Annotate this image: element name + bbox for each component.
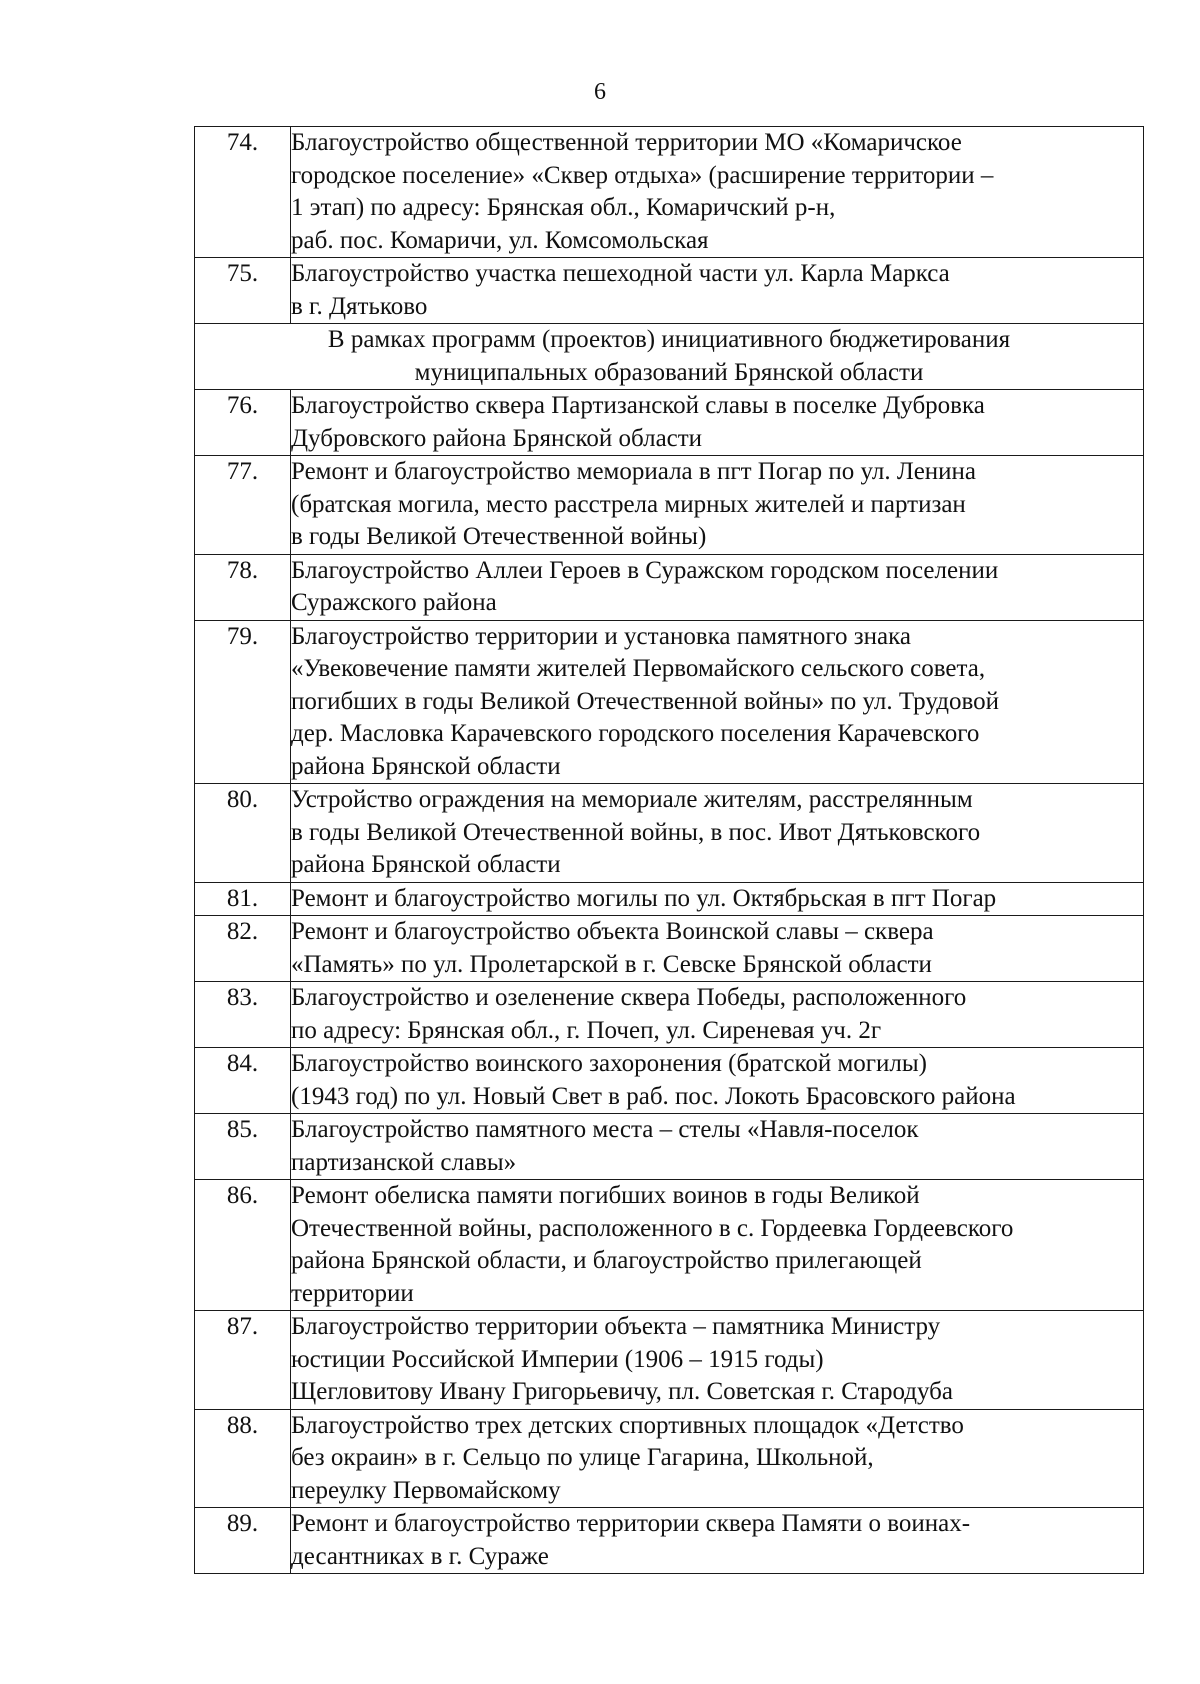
item-description-line: «Увековечение памяти жителей Первомайского сельского совета, bbox=[291, 655, 986, 682]
item-number: 85. bbox=[195, 1114, 291, 1180]
item-number: 82. bbox=[195, 916, 291, 982]
item-description bbox=[291, 258, 1144, 324]
item-description-line: городское поселение» «Сквер отдыха» (расширение территории – bbox=[291, 161, 994, 189]
item-description-line: раб. пос. Комаричи, ул. Комсомольская bbox=[291, 226, 709, 254]
table-row bbox=[195, 456, 1144, 555]
item-number: 88. bbox=[195, 1409, 291, 1508]
item-description bbox=[291, 620, 1144, 784]
table-row bbox=[195, 127, 1144, 258]
section-heading bbox=[195, 324, 1144, 390]
item-description-line: Суражского района bbox=[291, 589, 497, 616]
item-description bbox=[291, 456, 1144, 555]
item-description-line: Благоустройство территории и установка памятного знака bbox=[291, 622, 911, 650]
item-description-line: Ремонт и благоустройство могилы по ул. Октябрьская в пгт Погар bbox=[291, 884, 997, 912]
item-number: 89. bbox=[195, 1508, 291, 1574]
table-row bbox=[195, 1114, 1144, 1180]
item-number: 76. bbox=[195, 390, 291, 456]
item-description-line: юстиции Российской Империи (1906 – 1915 годы) bbox=[291, 1345, 824, 1373]
item-description bbox=[291, 1409, 1144, 1508]
item-description-line: Отечественной войны, расположенного в с. Гордеевка Гордеевского bbox=[291, 1214, 1014, 1242]
item-number: 75. bbox=[195, 258, 291, 324]
item-description bbox=[291, 1180, 1144, 1311]
table-row bbox=[195, 1409, 1144, 1508]
table-row bbox=[195, 1508, 1144, 1574]
table-row bbox=[195, 1180, 1144, 1311]
table-row bbox=[195, 882, 1144, 916]
item-description-line: Благоустройство памятного места – стелы «Навля-поселок bbox=[291, 1116, 919, 1143]
table-row bbox=[195, 1048, 1144, 1114]
item-number: 78. bbox=[195, 554, 291, 620]
item-description bbox=[291, 982, 1144, 1048]
table-row bbox=[195, 982, 1144, 1048]
item-description bbox=[291, 1311, 1144, 1410]
item-description bbox=[291, 127, 1144, 258]
item-description-line: без окраин» в г. Сельцо по улице Гагарина, Школьной, bbox=[291, 1444, 874, 1471]
item-description bbox=[291, 390, 1144, 456]
item-description-line: Благоустройство сквера Партизанской славы в поселке Дубровка bbox=[291, 392, 985, 419]
item-description-line: Ремонт обелиска памяти погибших воинов в годы Великой bbox=[291, 1182, 920, 1209]
item-description-line: Благоустройство Аллеи Героев в Суражском городском поселении bbox=[291, 556, 999, 584]
item-description bbox=[291, 916, 1144, 982]
item-description-line: Благоустройство общественной территории МО «Комаричское bbox=[291, 129, 962, 156]
item-description-line: партизанской славы» bbox=[291, 1148, 517, 1176]
item-description-line: Благоустройство участка пешеходной части ул. Карла Маркса bbox=[291, 260, 950, 287]
item-description-line: Ремонт и благоустройство мемориала в пгт Погар по ул. Ленина bbox=[291, 458, 977, 485]
item-description-line: Ремонт и благоустройство объекта Воинской славы – сквера bbox=[291, 918, 934, 945]
table-row bbox=[195, 620, 1144, 784]
table-row bbox=[195, 784, 1144, 883]
item-description-line: Ремонт и благоустройство территории сквера Памяти о воинах- bbox=[291, 1510, 971, 1537]
item-number: 86. bbox=[195, 1180, 291, 1311]
item-description bbox=[291, 882, 1144, 916]
items-table bbox=[194, 126, 1144, 1574]
item-description-line: Дубровского района Брянской области bbox=[291, 424, 703, 452]
item-description bbox=[291, 554, 1144, 620]
item-description bbox=[291, 1048, 1144, 1114]
item-number: 83. bbox=[195, 982, 291, 1048]
item-description-line: по адресу: Брянская обл., г. Почеп, ул. Сиреневая уч. 2г bbox=[291, 1016, 882, 1044]
item-description-line: (братская могила, место расстрела мирных жителей и партизан bbox=[291, 490, 966, 518]
item-number: 77. bbox=[195, 456, 291, 555]
item-description-line: Благоустройство воинского захоронения (братской могилы) bbox=[291, 1050, 928, 1077]
page-number: 6 bbox=[594, 79, 606, 105]
item-description bbox=[291, 784, 1144, 883]
table-row bbox=[195, 390, 1144, 456]
item-number: 84. bbox=[195, 1048, 291, 1114]
item-description-line: района Брянской области bbox=[291, 752, 561, 780]
item-description-line: территории bbox=[291, 1279, 414, 1307]
item-description-line: погибших в годы Великой Отечественной войны» по ул. Трудовой bbox=[291, 687, 999, 715]
item-description-line: Благоустройство территории объекта – памятника Министру bbox=[291, 1313, 941, 1340]
item-description-line: «Память» по ул. Пролетарской в г. Севске Брянской области bbox=[291, 950, 932, 978]
item-description-line: Благоустройство и озеленение сквера Победы, расположенного bbox=[291, 984, 967, 1011]
item-description-line: Благоустройство трех детских спортивных площадок «Детство bbox=[291, 1411, 964, 1439]
item-description bbox=[291, 1114, 1144, 1180]
item-description-line: 1 этап) по адресу: Брянская обл., Комаричский р-н, bbox=[291, 194, 836, 221]
item-description-line: в годы Великой Отечественной войны, в пос. Ивот Дятьковского bbox=[291, 818, 981, 846]
items-table-body bbox=[195, 127, 1144, 1574]
item-number: 79. bbox=[195, 620, 291, 784]
section-row bbox=[195, 324, 1144, 390]
item-number: 81. bbox=[195, 882, 291, 916]
item-description-line: района Брянской области bbox=[291, 851, 561, 878]
item-description-line: десантниках в г. Сураже bbox=[291, 1542, 549, 1570]
table-row bbox=[195, 916, 1144, 982]
item-description-line: в годы Великой Отечественной войны) bbox=[291, 523, 707, 550]
item-number: 87. bbox=[195, 1311, 291, 1410]
item-description-line: Щегловитову Ивану Григорьевичу, пл. Советская г. Стародуба bbox=[291, 1378, 953, 1405]
item-description bbox=[291, 1508, 1144, 1574]
item-description-line: района Брянской области, и благоустройство прилегающей bbox=[291, 1247, 922, 1274]
item-number: 74. bbox=[195, 127, 291, 258]
table-row bbox=[195, 258, 1144, 324]
item-number: 80. bbox=[195, 784, 291, 883]
item-description-line: Устройство ограждения на мемориале жителям, расстрелянным bbox=[291, 786, 973, 813]
section-heading-line: муниципальных образований Брянской области bbox=[414, 358, 924, 386]
section-heading-line: В рамках программ (проектов) инициативного бюджетирования bbox=[327, 326, 1011, 353]
item-description-line: дер. Масловка Карачевского городского поселения Карачевского bbox=[291, 720, 980, 747]
item-description-line: (1943 год) по ул. Новый Свет в раб. пос. Локоть Брасовского района bbox=[291, 1082, 1016, 1110]
table-row bbox=[195, 1311, 1144, 1410]
item-description-line: переулку Первомайскому bbox=[291, 1476, 561, 1504]
table-row bbox=[195, 554, 1144, 620]
item-description-line: в г. Дятьково bbox=[291, 292, 428, 320]
